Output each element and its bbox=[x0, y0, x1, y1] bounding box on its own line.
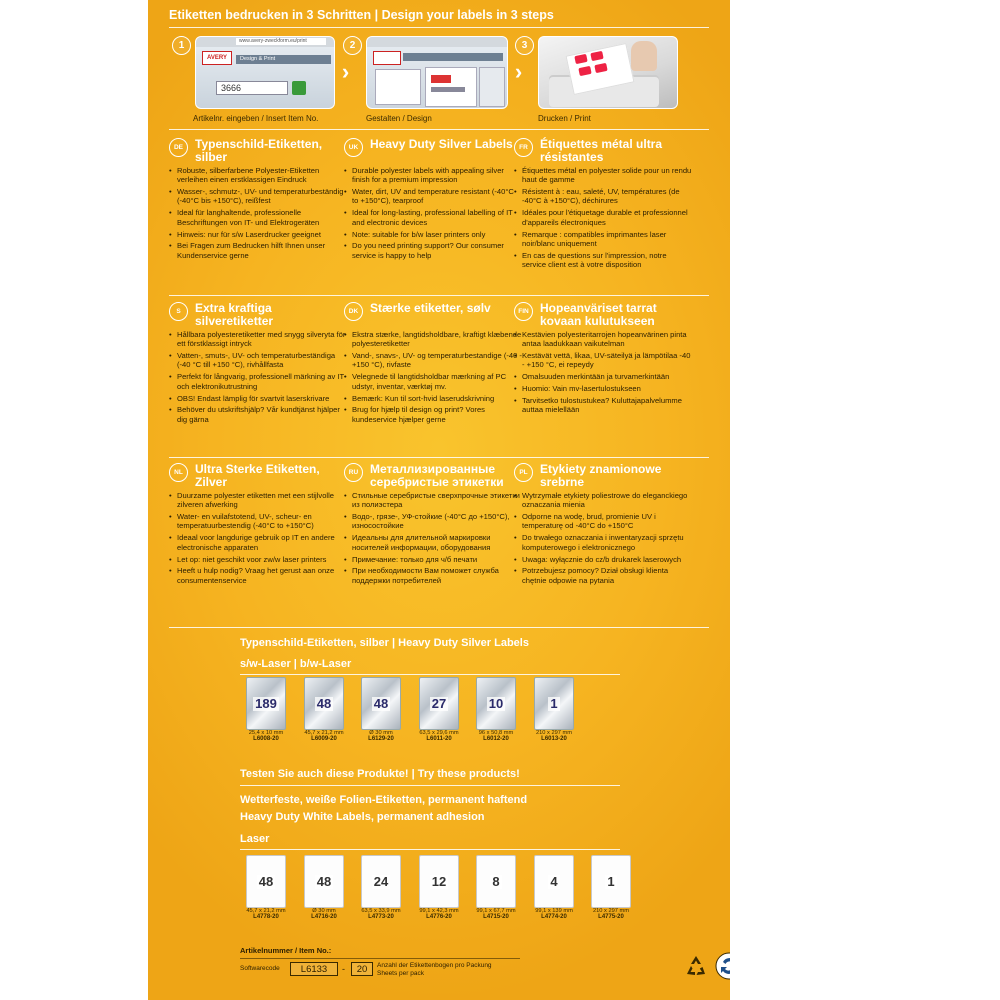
list-item: • Kestävien polyesteritarrojen hopeanvärinen pinta antaa laadukkaan vaikutelman bbox=[514, 330, 692, 349]
try-products-heading: Testen Sie auch diese Produkte! | Try these products! bbox=[240, 768, 520, 780]
divider bbox=[240, 785, 620, 786]
lang-badge: PL bbox=[514, 463, 533, 482]
label-size: 99,1 x 42,3 mm bbox=[419, 908, 459, 914]
lang-badge: DE bbox=[169, 138, 188, 157]
lang-badge: FIN bbox=[514, 302, 533, 321]
list-item: • En cas de questions sur l'impression, notre service client est à votre disposition bbox=[514, 251, 692, 270]
sheets-note: Anzahl der Etikettenbogen pro Packung Sheets per pack bbox=[377, 962, 492, 977]
label-count: 189 bbox=[255, 695, 277, 711]
white-section-title-en: Heavy Duty White Labels, permanent adhesion bbox=[240, 811, 485, 823]
go-button bbox=[292, 81, 306, 95]
list-item: • Стильные серебристые сверхпрочные этикетки из полиэстера bbox=[344, 491, 522, 510]
list-item: • Omalsuuden merkintään ja turvamerkintään bbox=[514, 372, 692, 381]
white-section-subtitle: Laser bbox=[240, 833, 270, 845]
item-number-field: 3666 bbox=[216, 81, 288, 95]
list-item: • Tarvitsetko tulostustukea? Kuluttajapalvelumme auttaa mielellään bbox=[514, 396, 692, 415]
label-size: 99,1 x 67,7 mm bbox=[476, 908, 516, 914]
list-item: • Ideaal voor langdurige gebruik op IT en andere electronische apparaten bbox=[169, 533, 347, 552]
product-card bbox=[238, 677, 294, 742]
lang-title: Extra kraftiga silveretiketter bbox=[195, 301, 274, 328]
product-card bbox=[238, 855, 294, 920]
label-sheet-thumbnail bbox=[419, 855, 459, 908]
label-sheet-thumbnail bbox=[361, 855, 401, 908]
lang-block-pl bbox=[514, 463, 692, 588]
lang-title: Ultra Sterke Etiketten, Zilver bbox=[195, 462, 320, 489]
label-sheet-thumbnail bbox=[591, 855, 631, 908]
label-sheet-thumbnail bbox=[419, 677, 459, 730]
lang-badge: RU bbox=[344, 463, 363, 482]
lang-title: Etykiety znamionowe srebrne bbox=[540, 462, 662, 489]
label-count: 48 bbox=[373, 695, 389, 711]
step-3-photo bbox=[538, 36, 678, 109]
list-item: • Ideal for long-lasting, professional labelling of IT and electronic devices bbox=[344, 208, 522, 227]
label-count: 48 bbox=[258, 873, 274, 889]
product-card bbox=[526, 855, 582, 920]
lang-block-ru bbox=[344, 463, 522, 588]
list-item: • Behöver du utskriftshjälp? Vår kundtjänst hjälper dig gärna bbox=[169, 405, 347, 424]
label-sheet-thumbnail bbox=[476, 677, 516, 730]
software-code: L6133 bbox=[290, 962, 338, 976]
product-card bbox=[468, 677, 524, 742]
product-code: L6012-20 bbox=[483, 736, 509, 742]
list-item: • Water, dirt, UV and temperature resistant (-40°C to +150°C), tearproof bbox=[344, 187, 522, 206]
label-size: 63,5 x 29,6 mm bbox=[419, 730, 459, 736]
list-item: • Do trwałego oznaczania i inwentaryzacji sprzętu komputerowego i elektronicznego bbox=[514, 533, 692, 552]
list-item: • Hållbara polyesteretiketter med snygg silveryta för ett förstklassigt intryck bbox=[169, 330, 347, 349]
avery-logo: AVERY bbox=[202, 51, 232, 65]
label-count: 4 bbox=[550, 873, 558, 889]
software-code-label: Softwarecode bbox=[240, 965, 280, 972]
lang-title: Металлизированные серебристые этикетки bbox=[370, 462, 504, 489]
list-item: • Odporne na wodę, brud, promienie UV i temperaturę od -40°C do +150°C bbox=[514, 512, 692, 531]
label-sheet-thumbnail bbox=[304, 855, 344, 908]
lang-block-nl bbox=[169, 463, 347, 588]
url-bar: www.avery-zweckform.eu/print bbox=[236, 38, 326, 45]
item-number-label: Artikelnummer / Item No.: bbox=[240, 946, 332, 955]
product-card bbox=[411, 677, 467, 742]
list-item: • Vatten-, smuts-, UV- och temperaturbeständiga (-40 °C till +150 °C), rivhållfasta bbox=[169, 351, 347, 370]
product-code: L6008-20 bbox=[253, 736, 279, 742]
product-card bbox=[468, 855, 524, 920]
list-item: • Ideal für langhaltende, professionelle Beschriftungen von IT- und Elektrogeräten bbox=[169, 208, 347, 227]
list-item: • Water- en vuilafstotend, UV-, scheur- en temperatuurbestendig (-40°C to +150°C) bbox=[169, 512, 347, 531]
step-3-number: 3 bbox=[515, 36, 534, 55]
list-item: • Bemærk: Kun til sort-hvid laserudskrivning bbox=[344, 394, 522, 403]
lang-badge: NL bbox=[169, 463, 188, 482]
sheets-per-pack: 20 bbox=[351, 962, 373, 976]
label-sheet-thumbnail bbox=[534, 855, 574, 908]
label-sheet-thumbnail bbox=[476, 855, 516, 908]
design-print-tab: Design & Print bbox=[236, 55, 331, 64]
lang-badge: DK bbox=[344, 302, 363, 321]
label-size: 99,1 x 139 mm bbox=[535, 908, 573, 914]
label-count: 12 bbox=[431, 873, 447, 889]
list-item: • Wasser-, schmutz-, UV- und temperaturbeständig (-40°C bis +150°C), reißfest bbox=[169, 187, 347, 206]
step-1-number: 1 bbox=[172, 36, 191, 55]
label-count: 8 bbox=[492, 873, 500, 889]
lang-block-de bbox=[169, 138, 347, 263]
lang-title: Stærke etiketter, sølv bbox=[370, 301, 491, 315]
product-code: L6013-20 bbox=[541, 736, 567, 742]
label-sheet-thumbnail bbox=[534, 677, 574, 730]
list-item: • Ekstra stærke, langtidsholdbare, kraftigt klæbende polyesteretiketter bbox=[344, 330, 522, 349]
step-2-caption: Gestalten / Design bbox=[366, 114, 432, 123]
product-code: L4775-20 bbox=[598, 914, 624, 920]
list-item: • Idéales pour l'étiquetage durable et professionnel d'appareils électroniques bbox=[514, 208, 692, 227]
label-size: 96 x 50,8 mm bbox=[478, 730, 514, 736]
product-code: L4715-20 bbox=[483, 914, 509, 920]
label-size: 25,4 x 10 mm bbox=[248, 730, 284, 736]
list-item: • Huomio: Vain mv-lasertulostukseen bbox=[514, 384, 692, 393]
product-code: L4716-20 bbox=[311, 914, 337, 920]
list-item: • Velegnede til langtidsholdbar mærkning af PC udstyr, inventar, værktøj mv. bbox=[344, 372, 522, 391]
list-item: • Résistent à : eau, saleté, UV, températures (de -40°C à +150°C), déchirures bbox=[514, 187, 692, 206]
lang-block-uk bbox=[344, 138, 522, 263]
product-code: L4776-20 bbox=[426, 914, 452, 920]
lang-block-s bbox=[169, 302, 347, 427]
product-card bbox=[583, 855, 639, 920]
silver-section-title: Typenschild-Etiketten, silber | Heavy Duty Silver Labels bbox=[240, 637, 529, 649]
code-separator: - bbox=[342, 964, 345, 974]
product-sheet bbox=[148, 0, 730, 1000]
label-size: 210 x 297 mm bbox=[592, 908, 630, 914]
white-section-title-de: Wetterfeste, weiße Folien-Etiketten, permanent haftend bbox=[240, 794, 528, 806]
product-card bbox=[353, 855, 409, 920]
list-item: • Примечание: только для ч/б печати bbox=[344, 555, 522, 564]
divider bbox=[169, 129, 709, 130]
step-1-caption: Artikelnr. eingeben / Insert Item No. bbox=[193, 114, 319, 123]
product-card bbox=[353, 677, 409, 742]
list-item: • Robuste, silberfarbene Polyester-Etiketten verleihen einen erstklassigen Eindruck bbox=[169, 166, 347, 185]
list-item: • Водо-, грязе-, УФ-стойкие (-40°C до +150°C), износостойкие bbox=[344, 512, 522, 531]
product-code: L6129-20 bbox=[368, 736, 394, 742]
label-sheet-thumbnail bbox=[246, 855, 286, 908]
label-size: Ø 30 mm bbox=[369, 730, 393, 736]
label-count: 27 bbox=[431, 695, 447, 711]
label-sheet-thumbnail bbox=[246, 677, 286, 730]
label-count: 1 bbox=[607, 873, 615, 889]
list-item: • Note: suitable for b/w laser printers only bbox=[344, 230, 522, 239]
lang-block-dk bbox=[344, 302, 522, 427]
arrow-icon: › bbox=[341, 59, 350, 84]
label-sheet-thumbnail bbox=[361, 677, 401, 730]
label-size: 63,5 x 33,9 mm bbox=[361, 908, 401, 914]
label-size: 45,7 x 21,2 mm bbox=[304, 730, 344, 736]
step-2-number: 2 bbox=[343, 36, 362, 55]
silver-section-subtitle: s/w-Laser | b/w-Laser bbox=[240, 658, 352, 670]
green-dot-icon bbox=[715, 952, 730, 980]
product-card bbox=[296, 855, 352, 920]
lang-title: Heavy Duty Silver Labels bbox=[370, 137, 513, 151]
label-size: 210 x 297 mm bbox=[535, 730, 573, 736]
list-item: • OBS! Endast lämplig för svartvit laserskrivare bbox=[169, 394, 347, 403]
label-size: 45,7 x 21,2 mm bbox=[246, 908, 286, 914]
list-item: • Perfekt för långvarig, professionell märkning av IT- och elektronikutrustning bbox=[169, 372, 347, 391]
lang-title: Hopeanväriset tarrat kovaan kulutukseen bbox=[540, 301, 657, 328]
product-card bbox=[411, 855, 467, 920]
list-item: • Let op: niet geschikt voor zw/w laser printers bbox=[169, 555, 347, 564]
label-count: 48 bbox=[316, 873, 332, 889]
arrow-icon: › bbox=[514, 59, 523, 84]
list-item: • Potrzebujesz pomocy? Dział obsługi klienta chętnie odpowie na pytania bbox=[514, 566, 692, 585]
divider bbox=[240, 674, 620, 675]
step-2-screenshot bbox=[366, 36, 508, 109]
lang-title: Étiquettes métal ultra résistantes bbox=[540, 137, 663, 164]
list-item: • Kestävät vettä, likaa, UV-säteilyä ja lämpötilaa -40 - +150 °C, ei repeydy bbox=[514, 351, 692, 370]
product-card bbox=[296, 677, 352, 742]
lang-badge: UK bbox=[344, 138, 363, 157]
product-code: L6011-20 bbox=[426, 736, 452, 742]
list-item: • Uwaga: wyłącznie do cz/b drukarek laserowych bbox=[514, 555, 692, 564]
product-code: L6009-20 bbox=[311, 736, 337, 742]
product-code: L4773-20 bbox=[368, 914, 394, 920]
label-sheet-thumbnail bbox=[304, 677, 344, 730]
label-count: 48 bbox=[316, 695, 332, 711]
product-code: L4774-20 bbox=[541, 914, 567, 920]
list-item: • Brug for hjælp til design og print? Vores kundeservice hjælper gerne bbox=[344, 405, 522, 424]
list-item: • Durable polyester labels with appealing silver finish for a premium impression bbox=[344, 166, 522, 185]
page-title: Etiketten bedrucken in 3 Schritten | Design your labels in 3 steps bbox=[169, 8, 554, 22]
lang-block-fin bbox=[514, 302, 692, 417]
lang-block-fr bbox=[514, 138, 692, 272]
lang-badge: FR bbox=[514, 138, 533, 157]
list-item: • Remarque : compatibles imprimantes laser noir/blanc uniquement bbox=[514, 230, 692, 249]
step-3-caption: Drucken / Print bbox=[538, 114, 591, 123]
divider bbox=[169, 457, 709, 458]
list-item: • Идеальны для длительной маркировки носителей информации, оборудования bbox=[344, 533, 522, 552]
list-item: • Wytrzymałe etykiety poliestrowe do eleganckiego oznaczania mienia bbox=[514, 491, 692, 510]
list-item: • Do you need printing support? Our consumer service is happy to help bbox=[344, 241, 522, 260]
label-count: 1 bbox=[550, 695, 558, 711]
divider bbox=[169, 295, 709, 296]
divider bbox=[240, 849, 620, 850]
divider bbox=[169, 27, 709, 28]
divider bbox=[169, 627, 709, 628]
list-item: • Duurzame polyester etiketten met een stijlvolle zilveren afwerking bbox=[169, 491, 347, 510]
divider bbox=[240, 958, 520, 959]
lang-badge: S bbox=[169, 302, 188, 321]
list-item: • Heeft u hulp nodig? Vraag het gerust aan onze consumentenservice bbox=[169, 566, 347, 585]
recycle-icon bbox=[682, 952, 710, 980]
label-count: 24 bbox=[373, 873, 389, 889]
list-item: • Bei Fragen zum Bedrucken hilft Ihnen unser Kundenservice gerne bbox=[169, 241, 347, 260]
list-item: • При необходимости Вам поможет служба поддержки потребителей bbox=[344, 566, 522, 585]
list-item: • Hinweis: nur für s/w Laserdrucker geeignet bbox=[169, 230, 347, 239]
step-1-screenshot bbox=[195, 36, 335, 109]
label-count: 10 bbox=[488, 695, 504, 711]
product-card bbox=[526, 677, 582, 742]
lang-title: Typenschild-Etiketten, silber bbox=[195, 137, 323, 164]
list-item: • Vand-, snavs-, UV- og temperaturbestandige (-40 - +150 °C), rivfaste bbox=[344, 351, 522, 370]
product-code: L4778-20 bbox=[253, 914, 279, 920]
label-size: Ø 30 mm bbox=[312, 908, 336, 914]
list-item: • Étiquettes métal en polyester solide pour un rendu haut de gamme bbox=[514, 166, 692, 185]
